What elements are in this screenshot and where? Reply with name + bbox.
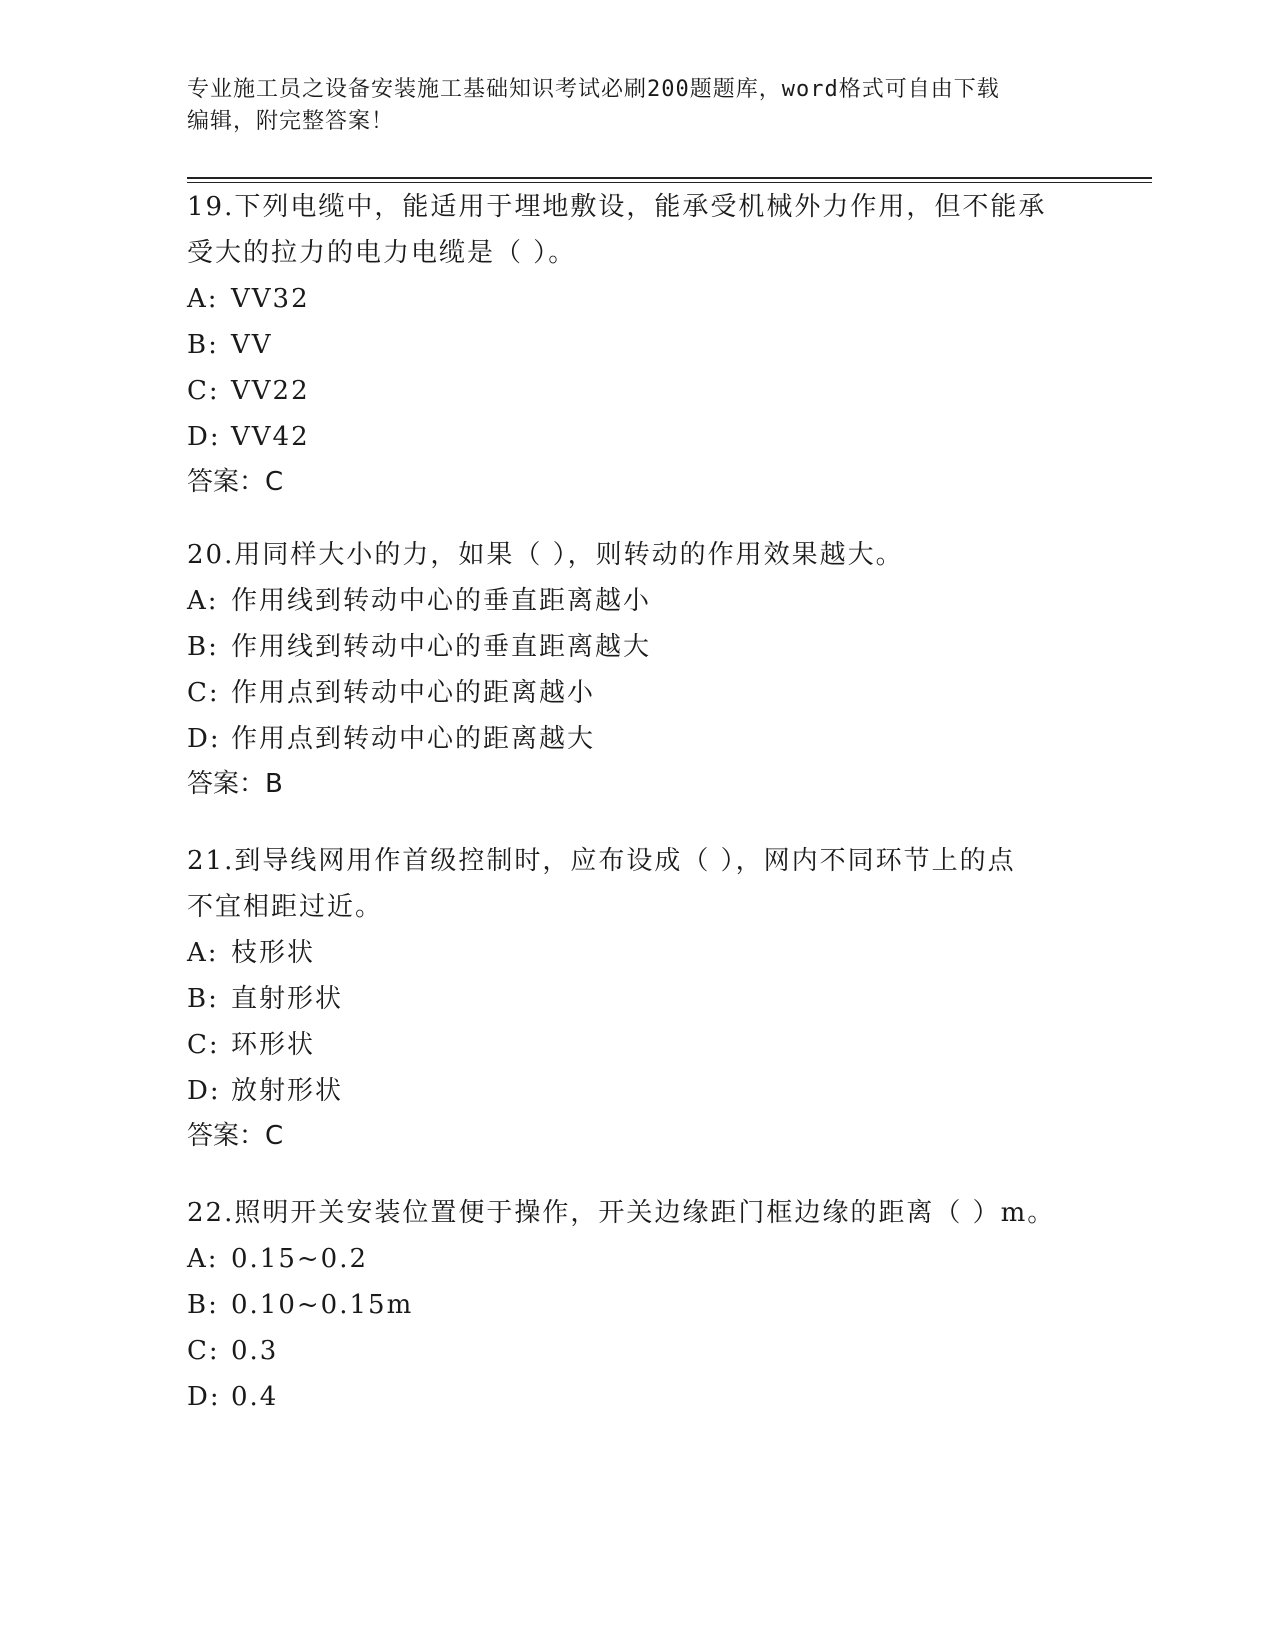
header-line-1: 专业施工员之设备安装施工基础知识考试必刷200题题库，word格式可自由下载 [187, 77, 1000, 102]
header-line-2: 编辑，附完整答案！ [187, 109, 395, 134]
option-text: VV42 [231, 422, 310, 452]
question-stem-line: 不宜相距过近。 [187, 892, 384, 922]
option-text: 作用点到转动中心的距离越小 [231, 678, 596, 708]
question-stem-line: 受大的拉力的电力电缆是（ ）。 [187, 238, 577, 268]
question-stem-line: 21.到导线网用作首级控制时，应布设成（ ），网内不同环节上的点 [187, 846, 1016, 876]
option-letter: D: [187, 1076, 221, 1106]
option-text: VV22 [231, 376, 310, 406]
option-text: 环形状 [231, 1030, 316, 1060]
option-d [187, 414, 1087, 460]
header-divider-thick [187, 177, 1152, 179]
option-text: 作用线到转动中心的垂直距离越小 [231, 586, 652, 616]
option-a [187, 276, 1087, 322]
option-d [187, 716, 1087, 762]
option-c [187, 1328, 1087, 1374]
option-b [187, 322, 1087, 368]
option-b [187, 976, 1087, 1022]
question-19 [187, 184, 1087, 504]
option-letter: D: [187, 422, 221, 452]
option-letter: B: [187, 330, 219, 360]
option-text: 0.4 [231, 1382, 279, 1412]
option-letter: A: [187, 1244, 219, 1274]
option-letter: B: [187, 632, 219, 662]
option-c [187, 368, 1087, 414]
option-c [187, 1022, 1087, 1068]
option-letter: A: [187, 938, 219, 968]
option-letter: C: [187, 678, 220, 708]
option-text: VV32 [231, 284, 310, 314]
option-letter: A: [187, 586, 219, 616]
option-letter: B: [187, 984, 219, 1014]
option-letter: C: [187, 1336, 220, 1366]
option-text: 0.3 [231, 1336, 279, 1366]
question-22 [187, 1190, 1087, 1420]
question-stem-line: 20.用同样大小的力，如果（ ），则转动的作用效果越大。 [187, 540, 904, 570]
option-a [187, 578, 1087, 624]
option-text: 作用线到转动中心的垂直距离越大 [231, 632, 652, 662]
answer-line: 答案：C [187, 1121, 284, 1151]
option-c [187, 670, 1087, 716]
option-a [187, 1236, 1087, 1282]
question-stem-line: 22.照明开关安装位置便于操作，开关边缘距门框边缘的距离（ ）m。 [187, 1198, 1056, 1228]
option-letter: C: [187, 1030, 220, 1060]
header-divider-thin [187, 182, 1152, 183]
answer-line: 答案：C [187, 467, 284, 497]
option-text: 直射形状 [231, 984, 344, 1014]
option-d [187, 1374, 1087, 1420]
option-text: 作用点到转动中心的距离越大 [231, 724, 596, 754]
answer-line: 答案：B [187, 769, 283, 799]
option-text: 0.10~0.15m [231, 1290, 414, 1320]
option-letter: D: [187, 724, 221, 754]
option-d [187, 1068, 1087, 1114]
question-20 [187, 532, 1087, 806]
option-text: 放射形状 [231, 1076, 344, 1106]
option-b [187, 624, 1087, 670]
option-text: 枝形状 [231, 938, 316, 968]
option-letter: C: [187, 376, 220, 406]
option-a [187, 930, 1087, 976]
option-b [187, 1282, 1087, 1328]
question-21 [187, 838, 1087, 1158]
option-letter: D: [187, 1382, 221, 1412]
option-letter: A: [187, 284, 219, 314]
option-letter: B: [187, 1290, 219, 1320]
option-text: VV [231, 330, 273, 360]
document-header [187, 74, 1087, 138]
question-stem-line: 19.下列电缆中，能适用于埋地敷设，能承受机械外力作用，但不能承 [187, 192, 1047, 222]
option-text: 0.15~0.2 [231, 1244, 369, 1274]
